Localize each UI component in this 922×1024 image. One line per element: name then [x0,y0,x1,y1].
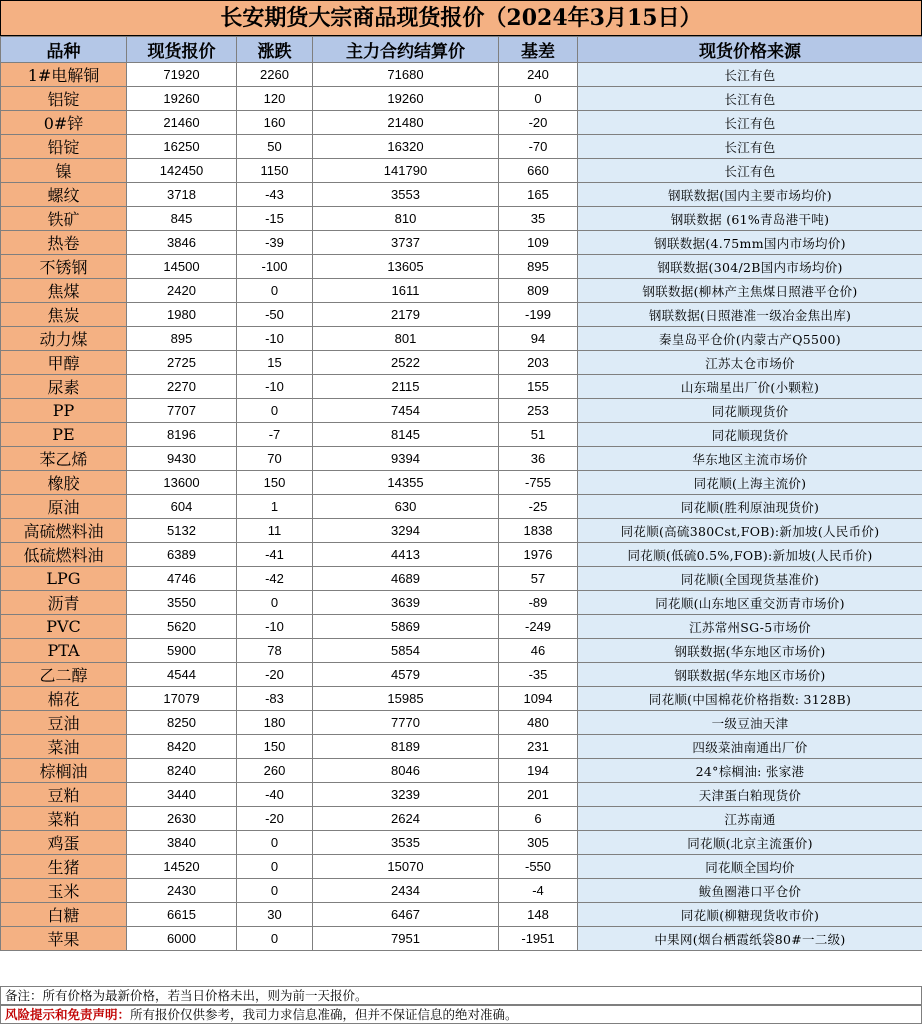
table-row [1,231,922,255]
row-name: 菜粕 [1,807,127,831]
table-row [1,423,922,447]
row-source: 江苏常州SG-5市场价 [578,615,922,639]
row-source: 一级豆油天津 [578,711,922,735]
row-name: 甲醇 [1,351,127,375]
row-change: 0 [237,879,313,903]
row-name: 热卷 [1,231,127,255]
row-change: 1150 [237,159,313,183]
row-name: 不锈钢 [1,255,127,279]
row-basis: -70 [499,135,578,159]
row-source: 同花顺(上海主流价) [578,471,922,495]
row-spot: 4544 [127,663,237,687]
row-basis: 0 [499,87,578,111]
row-change: -43 [237,183,313,207]
disclaimer [0,1005,922,1024]
row-change: 0 [237,855,313,879]
row-basis: 231 [499,735,578,759]
row-change: -10 [237,375,313,399]
table-row [1,495,922,519]
row-name: 棕榈油 [1,759,127,783]
table-row [1,567,922,591]
row-settle: 810 [313,207,499,231]
row-spot: 14520 [127,855,237,879]
row-spot: 9430 [127,447,237,471]
row-source: 中果网(烟台栖霞纸袋80#一二级) [578,927,922,951]
row-change: -42 [237,567,313,591]
row-spot: 5900 [127,639,237,663]
row-settle: 801 [313,327,499,351]
row-change: 160 [237,111,313,135]
row-change: -40 [237,783,313,807]
row-change: 150 [237,471,313,495]
row-change: 260 [237,759,313,783]
remark-note: 备注：所有价格为最新价格，若当日价格未出，则为前一天报价。 [0,986,922,1005]
table-row [1,327,922,351]
row-settle: 21480 [313,111,499,135]
row-spot: 8420 [127,735,237,759]
table-row [1,615,922,639]
header-source: 现货价格来源 [578,37,922,63]
row-spot: 845 [127,207,237,231]
row-basis: 46 [499,639,578,663]
row-name: 豆粕 [1,783,127,807]
row-settle: 15070 [313,855,499,879]
row-name: 1#电解铜 [1,63,127,87]
row-source: 秦皇岛平仓价(内蒙古产Q5500) [578,327,922,351]
row-spot: 1980 [127,303,237,327]
row-change: 0 [237,591,313,615]
row-change: 30 [237,903,313,927]
table-row [1,879,922,903]
row-change: -20 [237,807,313,831]
row-name: 0#锌 [1,111,127,135]
row-basis: 6 [499,807,578,831]
row-source: 同花顺全国均价 [578,855,922,879]
row-spot: 8240 [127,759,237,783]
table-row [1,159,922,183]
row-source: 钢联数据(4.75mm国内市场均价) [578,231,922,255]
row-spot: 2270 [127,375,237,399]
row-source: 江苏太仓市场价 [578,351,922,375]
table-row [1,831,922,855]
row-basis: -755 [499,471,578,495]
row-settle: 2624 [313,807,499,831]
row-basis: -89 [499,591,578,615]
row-source: 鲅鱼圈港口平仓价 [578,879,922,903]
table-row [1,927,922,951]
row-basis: 201 [499,783,578,807]
row-source: 同花顺现货价 [578,399,922,423]
row-name: 苯乙烯 [1,447,127,471]
row-change: 150 [237,735,313,759]
row-source: 钢联数据(华东地区市场价) [578,663,922,687]
row-basis: -35 [499,663,578,687]
row-spot: 5132 [127,519,237,543]
row-spot: 8250 [127,711,237,735]
row-change: 11 [237,519,313,543]
row-spot: 3846 [127,231,237,255]
row-basis: 165 [499,183,578,207]
row-basis: 1976 [499,543,578,567]
table-row [1,279,922,303]
table-row [1,543,922,567]
row-basis: 1094 [499,687,578,711]
row-basis: -249 [499,615,578,639]
row-name: 菜油 [1,735,127,759]
row-settle: 3737 [313,231,499,255]
row-source: 山东瑞星出厂价(小颗粒) [578,375,922,399]
row-change: -83 [237,687,313,711]
row-basis: 36 [499,447,578,471]
row-change: -100 [237,255,313,279]
row-settle: 3294 [313,519,499,543]
row-basis: 480 [499,711,578,735]
row-change: 0 [237,831,313,855]
table-row [1,183,922,207]
row-source: 钢联数据(304/2B国内市场均价) [578,255,922,279]
row-change: -41 [237,543,313,567]
row-name: 橡胶 [1,471,127,495]
row-change: -7 [237,423,313,447]
row-basis: 240 [499,63,578,87]
row-change: 0 [237,399,313,423]
row-source: 同花顺(山东地区重交沥青市场价) [578,591,922,615]
row-change: 180 [237,711,313,735]
row-change: -10 [237,615,313,639]
row-name: 螺纹 [1,183,127,207]
row-settle: 3535 [313,831,499,855]
row-source: 长江有色 [578,111,922,135]
row-spot: 2430 [127,879,237,903]
header-settle: 主力合约结算价 [313,37,499,63]
row-spot: 604 [127,495,237,519]
row-basis: -199 [499,303,578,327]
row-name: 动力煤 [1,327,127,351]
table-row [1,447,922,471]
table-row [1,63,922,87]
row-spot: 19260 [127,87,237,111]
row-settle: 4579 [313,663,499,687]
row-settle: 71680 [313,63,499,87]
row-spot: 895 [127,327,237,351]
row-name: 低硫燃料油 [1,543,127,567]
row-source: 同花顺现货价 [578,423,922,447]
row-basis: 155 [499,375,578,399]
row-basis: 194 [499,759,578,783]
table-row [1,375,922,399]
row-basis: 148 [499,903,578,927]
row-source: 天津蛋白粕现货价 [578,783,922,807]
row-basis: 1838 [499,519,578,543]
row-basis: -4 [499,879,578,903]
header-basis: 基差 [499,37,578,63]
table-row [1,471,922,495]
row-source: 钢联数据(柳林产主焦煤日照港平仓价) [578,279,922,303]
row-settle: 2434 [313,879,499,903]
table-row [1,351,922,375]
table-row [1,687,922,711]
row-source: 同花顺(全国现货基准价) [578,567,922,591]
row-basis: -25 [499,495,578,519]
table-row [1,783,922,807]
row-source: 同花顺(中国棉花价格指数: 3128B) [578,687,922,711]
row-name: 铝锭 [1,87,127,111]
table-row [1,207,922,231]
table-row [1,87,922,111]
table-row [1,855,922,879]
row-source: 同花顺(柳糖现货收市价) [578,903,922,927]
row-name: 高硫燃料油 [1,519,127,543]
row-spot: 3718 [127,183,237,207]
quote-table [0,36,922,951]
row-spot: 7707 [127,399,237,423]
row-change: 1 [237,495,313,519]
row-settle: 3639 [313,591,499,615]
row-settle: 13605 [313,255,499,279]
row-spot: 3840 [127,831,237,855]
row-source: 24°棕榈油: 张家港 [578,759,922,783]
row-name: 生猪 [1,855,127,879]
row-spot: 6615 [127,903,237,927]
row-name: PTA [1,639,127,663]
row-change: -15 [237,207,313,231]
row-basis: 57 [499,567,578,591]
row-settle: 14355 [313,471,499,495]
table-row [1,903,922,927]
row-name: 焦炭 [1,303,127,327]
table-row [1,111,922,135]
row-change: -20 [237,663,313,687]
row-name: 鸡蛋 [1,831,127,855]
row-settle: 5869 [313,615,499,639]
row-name: LPG [1,567,127,591]
row-basis: -550 [499,855,578,879]
table-header-row [1,37,922,63]
table-row [1,519,922,543]
row-source: 长江有色 [578,159,922,183]
table-row [1,807,922,831]
row-name: 豆油 [1,711,127,735]
table-row [1,711,922,735]
table-row [1,255,922,279]
row-settle: 4413 [313,543,499,567]
row-name: PVC [1,615,127,639]
row-spot: 6000 [127,927,237,951]
header-change: 涨跌 [237,37,313,63]
row-name: 白糖 [1,903,127,927]
row-name: 原油 [1,495,127,519]
row-source: 华东地区主流市场价 [578,447,922,471]
row-name: 棉花 [1,687,127,711]
row-name: 乙二醇 [1,663,127,687]
row-spot: 8196 [127,423,237,447]
row-change: 0 [237,927,313,951]
row-settle: 15985 [313,687,499,711]
row-settle: 6467 [313,903,499,927]
row-basis: 305 [499,831,578,855]
row-basis: -1951 [499,927,578,951]
table-row [1,663,922,687]
row-spot: 2420 [127,279,237,303]
row-name: PP [1,399,127,423]
table-row [1,759,922,783]
row-name: 苹果 [1,927,127,951]
table-row [1,399,922,423]
row-name: 沥青 [1,591,127,615]
row-change: 70 [237,447,313,471]
row-name: 镍 [1,159,127,183]
row-source: 同花顺(高硫380Cst,FOB):新加坡(人民币价) [578,519,922,543]
row-basis: 94 [499,327,578,351]
row-settle: 7454 [313,399,499,423]
row-change: -50 [237,303,313,327]
row-spot: 4746 [127,567,237,591]
row-settle: 5854 [313,639,499,663]
row-source: 钢联数据(国内主要市场均价) [578,183,922,207]
row-spot: 3440 [127,783,237,807]
row-spot: 142450 [127,159,237,183]
row-spot: 2725 [127,351,237,375]
row-settle: 141790 [313,159,499,183]
table-row [1,639,922,663]
row-source: 长江有色 [578,87,922,111]
row-change: -10 [237,327,313,351]
row-settle: 630 [313,495,499,519]
row-settle: 8046 [313,759,499,783]
row-source: 钢联数据 (61%青岛港干吨) [578,207,922,231]
row-change: 78 [237,639,313,663]
row-spot: 6389 [127,543,237,567]
row-settle: 7770 [313,711,499,735]
row-change: 2260 [237,63,313,87]
row-name: PE [1,423,127,447]
row-source: 同花顺(低硫0.5%,FOB):新加坡(人民币价) [578,543,922,567]
row-source: 同花顺(胜利原油现货价) [578,495,922,519]
row-name: 铁矿 [1,207,127,231]
row-spot: 2630 [127,807,237,831]
table-row [1,303,922,327]
row-spot: 71920 [127,63,237,87]
row-basis: 109 [499,231,578,255]
row-basis: 809 [499,279,578,303]
disclaimer-text: 所有报价仅供参考，我司力求信息准确，但并不保证信息的绝对准确。 [130,1007,518,1022]
row-source: 钢联数据(日照港准一级冶金焦出库) [578,303,922,327]
row-settle: 7951 [313,927,499,951]
row-basis: 35 [499,207,578,231]
row-settle: 9394 [313,447,499,471]
row-spot: 21460 [127,111,237,135]
row-source: 同花顺(北京主流蛋价) [578,831,922,855]
row-settle: 2522 [313,351,499,375]
row-change: -39 [237,231,313,255]
row-settle: 8145 [313,423,499,447]
row-basis: 253 [499,399,578,423]
row-settle: 3553 [313,183,499,207]
sheet-title: 长安期货大宗商品现货报价（2024年3月15日） [0,0,922,36]
row-settle: 2115 [313,375,499,399]
row-spot: 5620 [127,615,237,639]
header-spot: 现货报价 [127,37,237,63]
row-spot: 16250 [127,135,237,159]
row-source: 长江有色 [578,135,922,159]
header-name: 品种 [1,37,127,63]
row-source: 江苏南通 [578,807,922,831]
row-change: 15 [237,351,313,375]
table-row [1,591,922,615]
row-settle: 3239 [313,783,499,807]
row-source: 钢联数据(华东地区市场价) [578,639,922,663]
row-change: 0 [237,279,313,303]
table-row [1,735,922,759]
row-name: 玉米 [1,879,127,903]
row-change: 50 [237,135,313,159]
row-name: 铅锭 [1,135,127,159]
disclaimer-label: 风险提示和免责声明： [5,1007,131,1022]
row-basis: -20 [499,111,578,135]
row-basis: 895 [499,255,578,279]
row-spot: 13600 [127,471,237,495]
row-basis: 660 [499,159,578,183]
row-settle: 16320 [313,135,499,159]
row-spot: 3550 [127,591,237,615]
row-spot: 14500 [127,255,237,279]
row-settle: 8189 [313,735,499,759]
row-source: 四级菜油南通出厂价 [578,735,922,759]
row-source: 长江有色 [578,63,922,87]
row-spot: 17079 [127,687,237,711]
row-name: 尿素 [1,375,127,399]
table-row [1,135,922,159]
row-settle: 19260 [313,87,499,111]
row-name: 焦煤 [1,279,127,303]
row-change: 120 [237,87,313,111]
row-settle: 2179 [313,303,499,327]
row-settle: 4689 [313,567,499,591]
row-settle: 1611 [313,279,499,303]
row-basis: 203 [499,351,578,375]
row-basis: 51 [499,423,578,447]
